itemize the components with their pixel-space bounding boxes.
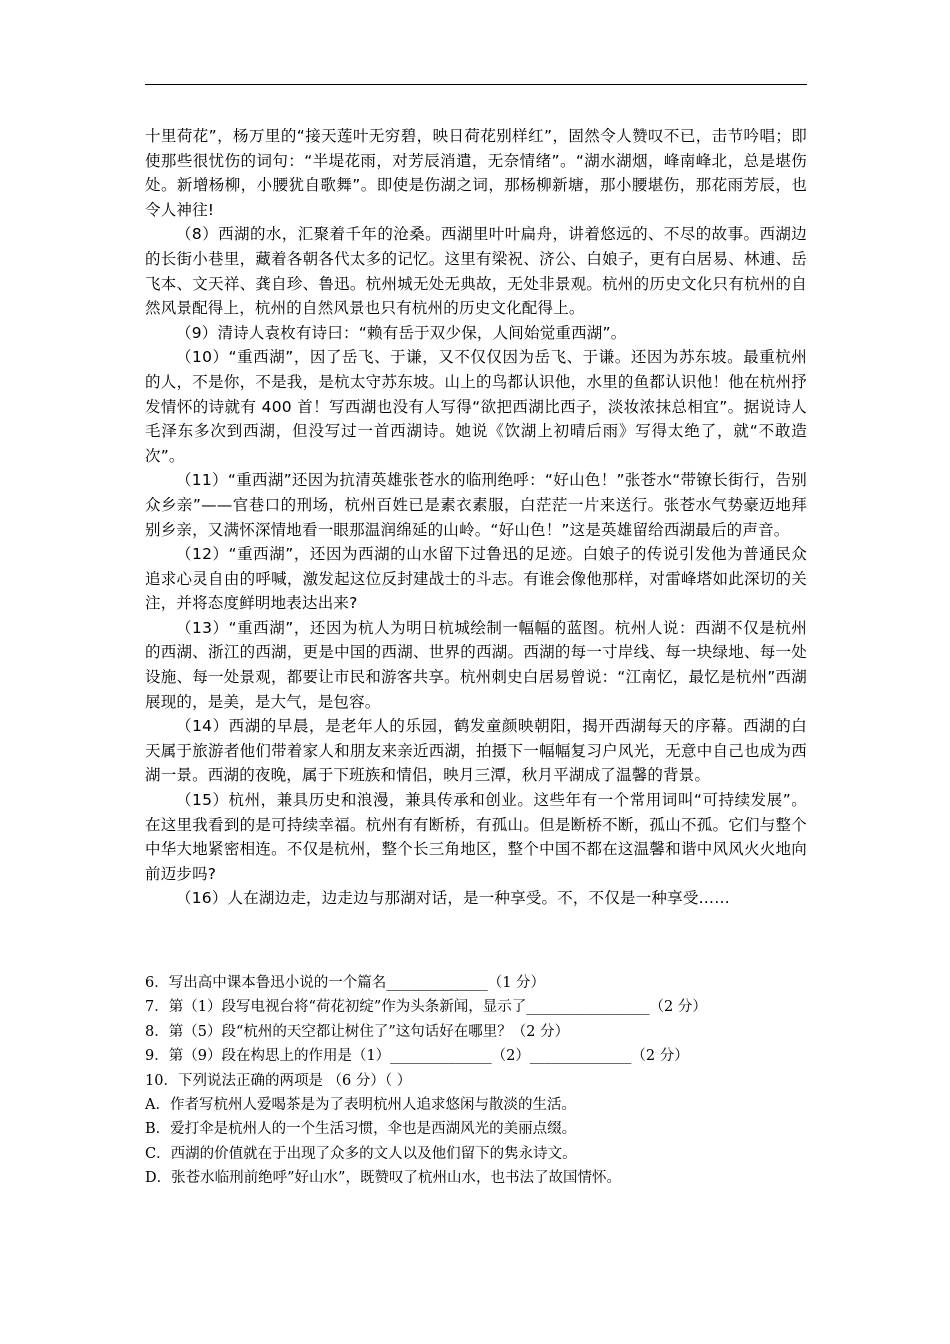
- paragraph-8: （8）西湖的水，汇聚着千年的沧桑。西湖里叶叶扁舟，讲着悠远的、不尽的故事。西湖边的长街小巷里，藏着各朝各代太多的记忆。这里有梁祝、济公、白娘子，更有白居易、林逋、岳飞本、文天祥、龚自珍、鲁迅。杭州城无处无典故，无处非景观。杭州的历史文化只有杭州的自然风景配得上，杭州的自然风景也只有杭州的历史文化配得上。: [145, 225, 807, 318]
- paragraph-14: （14）西湖的早晨，是老年人的乐园，鹤发童颜映朝阳，揭开西湖每天的序幕。西湖的白天属于旅游者他们带着家人和朋友来亲近西湖，拍摄下一幅幅复习户风光，无意中自己也成为西湖一景。西湖的夜晚，属于下班族和情侣，映月三潭，秋月平湖成了温馨的背景。: [145, 717, 807, 785]
- paragraph-11: （11）“重西湖”还因为抗清英雄张苍水的临刑绝呼：“好山色！”张苍水“带镣长街行，告别众乡亲”——官巷口的刑场，杭州百姓已是素衣素服，白茫茫一片来送行。张苍水气势豪迈地拜别乡亲，又满怀深情地看一眼那温润绵延的山岭。“好山色！”这是英雄留给西湖最后的声音。: [145, 471, 807, 539]
- header-rule: [145, 84, 807, 85]
- paragraph-12: （12）“重西湖”，还因为西湖的山水留下过鲁迅的足迹。白娘子的传说引发他为普通民众追求心灵自由的呼喊，激发起这位反封建战士的斗志。有谁会像他那样，对雷峰塔如此深切的关注，并将态度鲜明地表达出来?: [145, 545, 807, 613]
- option-c: C．西湖的价值就在于出现了众多的文人以及他们留下的隽永诗文。: [145, 1145, 577, 1162]
- paragraph-15: （15）杭州，兼具历史和浪漫，兼具传承和创业。这些年有一个常用词叫“可持续发展”。在这里我看到的是可持续幸福。杭州有有断桥，有孤山。但是断桥不断，孤山不孤。它们与整个中华大地紧密相连。不仅是杭州，整个长三角地区，整个中国不都在这温馨和谐中风风火火地向前迈步吗?: [145, 791, 807, 883]
- paragraph-16: （16）人在湖边走，边走边与那湖对话，是一种享受。不，不仅是一种享受……: [176, 889, 730, 908]
- question-7: 7．第（1）段写电视台将“荷花初绽”作为头条新闻，显示了_________________（2 分）: [145, 999, 707, 1016]
- option-b: B．爱打伞是杭州人的一个生活习惯，伞也是西湖风光的美丽点缀。: [145, 1121, 577, 1138]
- paragraph-continued: 十里荷花”，杨万里的“接天莲叶无穷碧，映日荷花别样红”，固然令人赞叹不已，击节吟唱；即使那些很忧伤的词句：“半堤花雨，对芳辰消遣，无奈情绪”。“湖水湖烟，峰南峰北，总是堪伤处。新增杨柳，小腰犹自歌舞”。即使是伤湖之词，那杨柳新塘，那小腰堪伤，那花雨芳辰，也令人神往!: [145, 127, 807, 219]
- option-a: A．作者写杭州人爱喝茶是为了表明杭州人追求悠闲与散淡的生活。: [145, 1097, 576, 1114]
- option-d: D．张苍水临刑前绝呼”好山水”，既赞叹了杭州山水，也书法了故国情怀。: [145, 1170, 621, 1187]
- question-9: 9．第（9）段在构思上的作用是（1）______________（2）______________（2 分）: [145, 1048, 689, 1065]
- question-6: 6．写出高中课本鲁迅小说的一个篇名______________（1 分）: [145, 975, 546, 991]
- paragraph-13: （13）“重西湖”，还因为杭人为明日杭城绘制一幅幅的蓝图。杭州人说：西湖不仅是杭州的西湖、浙江的西湖，更是中国的西湖、世界的西湖。西湖的每一寸岸线、每一块绿地、每一处设施、每一处景观，都要让市民和游客共享。杭州刺史白居易曾说：“江南忆，最忆是杭州”西湖展现的，是美，是大气，是包容。: [145, 618, 807, 711]
- paragraph-10: （10）“重西湖”，因了岳飞、于谦，又不仅仅因为岳飞、于谦。还因为苏东坡。最重杭州的人，不是你，不是我，是杭太守苏东坡。山上的鸟都认识他，水里的鱼都认识他！他在杭州抒发情怀的诗就有 400 首！写西湖也没有人写得“欲把西湖比西子，淡妆浓抹总相宜”。据说诗人毛泽东多次到西湖，但没写过一首西湖诗。她说《饮湖上初晴后雨》写得太绝了，就“不敢造次”。: [145, 348, 807, 465]
- question-8: 8．第（5）段“杭州的天空都让树住了”这句话好在哪里？（2 分）: [145, 1023, 570, 1040]
- question-list: [145, 971, 807, 1191]
- question-10: 10．下列说法正确的两项是 （6 分）（ ）: [145, 1072, 412, 1089]
- passage: [145, 124, 807, 911]
- paragraph-9: （9）清诗人袁枚有诗曰：“赖有岳于双少保，人间始觉重西湖”。: [176, 323, 627, 342]
